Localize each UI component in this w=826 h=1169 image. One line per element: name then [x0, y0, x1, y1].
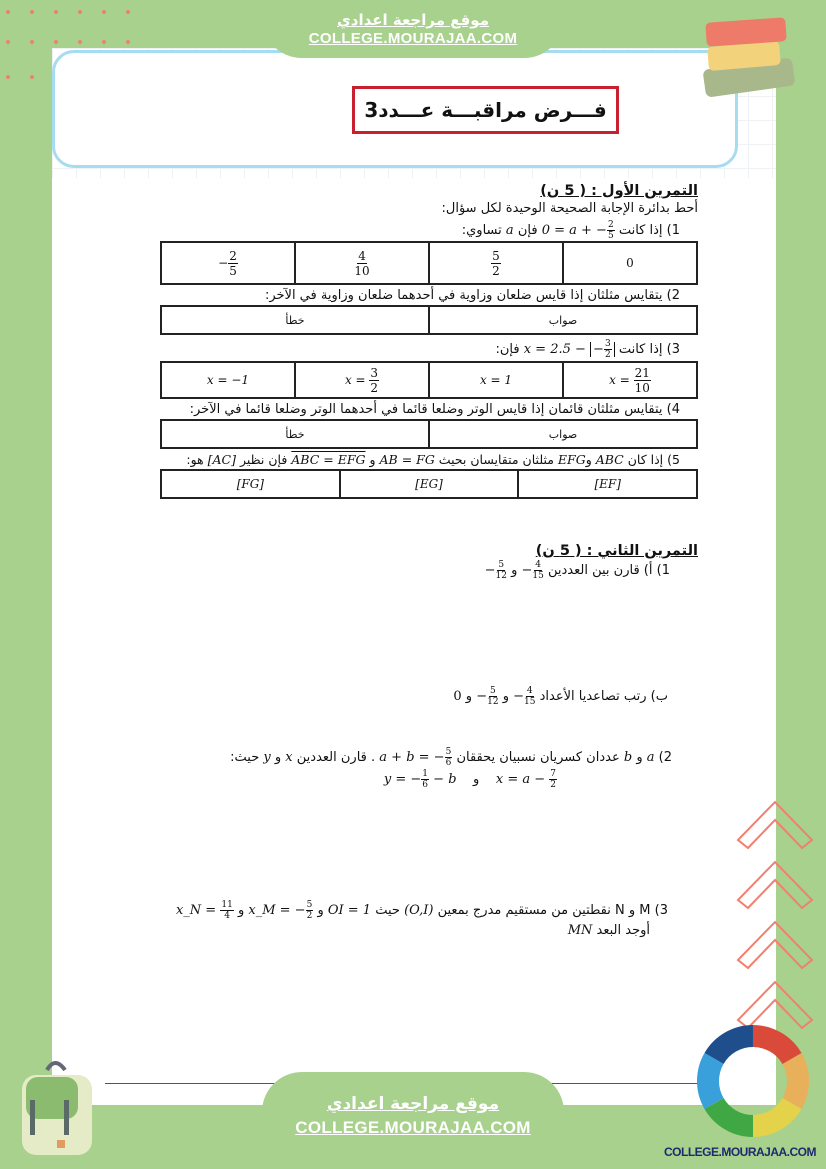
option-5-2[interactable]: $\frac{5}{2}$ [429, 242, 563, 284]
answer-table-4 [160, 419, 698, 449]
dot [6, 40, 10, 44]
q-math: ABC = EFG [291, 452, 366, 467]
q-number: 2) [658, 750, 672, 765]
q-number: 1) [666, 223, 680, 238]
answer-table-5 [160, 469, 698, 499]
dot [78, 40, 82, 44]
exercise-1-heading: التمرين الأول : ( 5 ن) [540, 183, 698, 199]
q-text: هو: [186, 452, 204, 467]
q-text: و [585, 452, 592, 467]
exercise-1 [158, 182, 698, 499]
q-text: فإن: [495, 342, 520, 357]
option-false[interactable]: خطأ [161, 420, 429, 448]
q-text: فإن نظير [239, 452, 288, 467]
option-0[interactable]: 0 [563, 242, 697, 284]
q-math: [AC] [207, 452, 236, 467]
q-text: و [369, 452, 376, 467]
dot [102, 40, 106, 44]
books-icon [696, 12, 806, 97]
question-5 [158, 451, 698, 469]
question-2 [158, 287, 698, 305]
question-1 [158, 220, 698, 241]
chevron-decoration-icon [730, 790, 820, 1040]
question-2-3: 3) M و N نقطتين من مستقيم مدرج بمعين (O,I) حيث OI = 1 و x_M = − $\frac{5}{2}$ و x_N = $\frac{11}{4}$ أوجد البعد MN [175, 900, 668, 938]
option-x-minus-1[interactable]: x = −1 [161, 362, 295, 398]
option-21-10[interactable]: x = $\frac{21}{10}$ [563, 362, 697, 398]
logo-url: COLLEGE.MOURAJAA.COM [664, 1145, 816, 1159]
exercise-1-instruction: أحط بدائرة الإجابة الصحيحة الوحيدة لكل سؤال: [441, 201, 698, 216]
dot [54, 40, 58, 44]
answer-table-1 [160, 241, 698, 285]
question-2-2: 2) a و b عددان كسريان نسبيان يحققان a + b = − $\frac{5}{6}$ . قارن العددين x و y حيث: x = a − $\frac{7}{2}$ و y = − $\frac{1}{6}$ − b [230, 747, 672, 790]
q-var: a [505, 223, 514, 238]
site-url[interactable]: COLLEGE.MOURAJAA.COM [308, 30, 518, 47]
answer-table-2 [160, 305, 698, 335]
q-text: فإن [517, 223, 538, 238]
question-2-1b: ب) رتب تصاعديا الأعداد − $\frac{4}{15}$ و − $\frac{5}{12}$ و 0 [453, 686, 668, 707]
q-number: 4) [666, 402, 680, 417]
site-name: موقع مراجعة اعدادي [337, 11, 489, 29]
q-text: إذا كانت [618, 342, 663, 357]
q-text: يتقايس مثلثان قائمان إذا قايس الوتر وضلعا قائما في أحدهما الوتر وضلعا قائما في الآخر: [189, 402, 663, 417]
option-4-10[interactable]: $\frac{4}{10}$ [295, 242, 429, 284]
backpack-icon [12, 1055, 112, 1160]
q-math: x = 2.5 − − $\frac{3}{2}$ [524, 339, 615, 360]
answer-table-3 [160, 361, 698, 399]
q-number: 1) [656, 563, 670, 578]
question-3 [158, 339, 698, 361]
option-ef[interactable]: [EF] [518, 470, 697, 498]
site-banner-top [262, 0, 564, 58]
question-4 [158, 401, 698, 419]
site-name: موقع مراجعة اعدادي [326, 1094, 500, 1114]
dot [30, 40, 34, 44]
option-fg[interactable]: [FG] [161, 470, 340, 498]
q-text: يتقايس مثلثان إذا قايس ضلعان وزاوية في أحدهما ضلعان وزاوية في الآخر: [264, 288, 663, 303]
site-banner-bottom [262, 1072, 564, 1169]
dot [30, 75, 34, 79]
question-2-1a: 1) أ) قارن بين العددين − $\frac{4}{15}$ و − $\frac{5}{12}$ [484, 560, 670, 581]
dot [78, 10, 82, 14]
q-var: EFG [557, 452, 586, 467]
option-minus-2-5[interactable]: − $\frac{2}{5}$ [161, 242, 295, 284]
exercise-2 [158, 542, 698, 938]
option-true[interactable]: صواب [429, 420, 697, 448]
q-math: 0 = a + − $\frac{2}{5}$ [541, 220, 614, 241]
q-text: مثلثان متقايسان بحيث [438, 452, 554, 467]
dot [30, 10, 34, 14]
option-false[interactable]: خطأ [161, 306, 429, 334]
dot [6, 75, 10, 79]
exercise-2-heading: التمرين الثاني : ( 5 ن) [535, 543, 698, 559]
dot [102, 10, 106, 14]
dot [126, 40, 130, 44]
exam-title: فـــرض مراقبـــة عـــدد3 [352, 86, 619, 134]
q-var: ABC [595, 452, 624, 467]
q-text: إذا كان [627, 452, 664, 467]
q-text: و [511, 563, 518, 578]
q-number: 5) [667, 452, 680, 467]
decorative-dots [0, 0, 130, 55]
q-text: ب) رتب تصاعديا الأعداد [539, 689, 668, 704]
school-subjects-wheel-icon [696, 1024, 810, 1139]
q-number: 2) [666, 288, 680, 303]
q-text: أ) قارن بين العددين [548, 563, 653, 578]
dot [126, 10, 130, 14]
q-math: AB = FG [379, 452, 435, 467]
dot [54, 10, 58, 14]
option-3-2[interactable]: x = $\frac{3}{2}$ [295, 362, 429, 398]
site-url[interactable]: COLLEGE.MOURAJAA.COM [295, 1118, 531, 1137]
q-text: إذا كانت [618, 223, 663, 238]
option-x-1[interactable]: x = 1 [429, 362, 563, 398]
q-text: تساوي: [461, 223, 502, 238]
option-eg[interactable]: [EG] [340, 470, 519, 498]
q-number: 3) [666, 342, 680, 357]
dot [6, 10, 10, 14]
option-true[interactable]: صواب [429, 306, 697, 334]
